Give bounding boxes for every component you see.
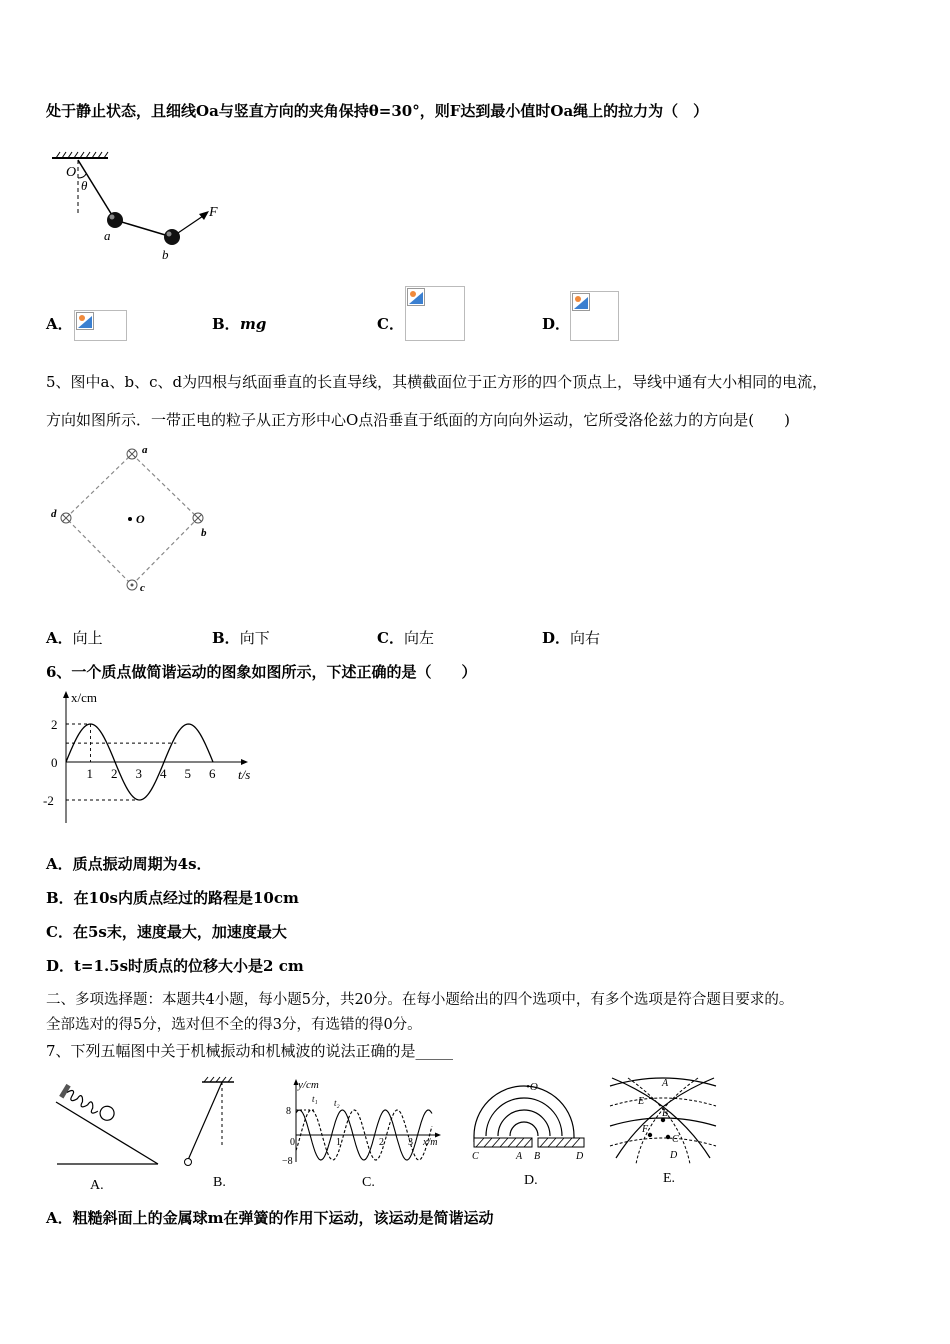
q5-option-d-text: 向右 bbox=[570, 629, 601, 647]
q7d-label-B: B bbox=[534, 1151, 541, 1162]
wire-b-into-page-icon bbox=[193, 513, 203, 523]
q4-option-a-letter: A． bbox=[46, 315, 73, 333]
q4-option-c-image bbox=[405, 286, 465, 341]
q7-stem: 7、下列五幅图中关于机械振动和机械波的说法正确的是_____ bbox=[46, 1042, 454, 1060]
q6-x-tick-label: 3 bbox=[135, 766, 142, 781]
q7c-t1: t₁ bbox=[312, 1094, 318, 1104]
q7c-top: 8 bbox=[286, 1106, 291, 1117]
q5-option-b-text: 向下 bbox=[239, 629, 270, 647]
q5-option-a-letter: A． bbox=[46, 629, 73, 647]
q6-y-tick-label: -2 bbox=[43, 793, 54, 808]
q7-caption-d: D. bbox=[524, 1173, 538, 1188]
q7c-bottom: −8 bbox=[282, 1156, 293, 1167]
q7e-label-C: C bbox=[672, 1134, 679, 1145]
q5-option-c bbox=[377, 628, 434, 648]
q7c-two: 2 bbox=[379, 1137, 384, 1148]
q6-y-tick-label: 0 bbox=[51, 755, 58, 770]
q7-figure-e bbox=[606, 1074, 720, 1192]
q7d-label-D: D bbox=[576, 1151, 584, 1162]
broken-image-icon bbox=[572, 293, 590, 311]
q5-stem-line2: 方向如图所示．一带正电的粒子从正方形中心O点沿垂直于纸面的方向向外运动，它所受洛伦兹力的方向是( ) bbox=[46, 411, 791, 429]
q5-option-a-text: 向上 bbox=[72, 629, 103, 647]
q4-stem: 处于静止状态，且细线Oa与竖直方向的夹角保持θ=30°，则F达到最小值时Oa绳上的拉力为（ ） bbox=[46, 102, 709, 120]
q4-figure bbox=[46, 148, 236, 268]
q6-x-tick-label: 5 bbox=[184, 766, 191, 781]
section2-heading-line1: 二、多项选择题：本题共4小题，每小题5分，共20分。在每小题给出的四个选项中，有多个选项是符合题目要求的。 bbox=[46, 992, 794, 1008]
q6-y-axis-arrow-icon bbox=[63, 691, 69, 698]
q6-option-c: C．在5s末，速度最大，加速度最大 bbox=[46, 923, 287, 941]
q5-option-b bbox=[212, 628, 270, 648]
q4-label-theta: θ bbox=[81, 178, 88, 193]
q4-option-c-letter: C． bbox=[377, 315, 404, 333]
q7d-label-O: •O bbox=[526, 1081, 538, 1093]
q6-x-tick-label: 2 bbox=[111, 766, 118, 781]
q4-option-d-letter: D． bbox=[542, 315, 571, 333]
q4-option-b-text: mg bbox=[240, 315, 267, 333]
q7-caption-b: B. bbox=[213, 1175, 226, 1190]
q4-label-b: b bbox=[162, 247, 169, 262]
broken-image-icon bbox=[76, 312, 94, 330]
q6-stem: 6、一个质点做简谐运动的图象如图所示，下述正确的是（ ） bbox=[46, 663, 477, 681]
q7e-label-A: A bbox=[662, 1078, 669, 1089]
q5-label-O: O bbox=[136, 512, 145, 526]
q5-option-d bbox=[542, 628, 600, 648]
q6-option-b: B．在10s内质点经过的路程是10cm bbox=[46, 889, 299, 907]
q7-caption-c: C. bbox=[362, 1175, 375, 1190]
q7c-t2: t₂ bbox=[334, 1098, 340, 1108]
q7-figure-a bbox=[52, 1080, 164, 1192]
q7c-one: 1 bbox=[336, 1137, 341, 1148]
section2-heading-line2: 全部选对的得5分，选对但不全的得3分，有选错的得0分。 bbox=[46, 1017, 422, 1033]
q4-label-F: F bbox=[209, 205, 218, 220]
q7e-label-D: D bbox=[670, 1150, 678, 1161]
q7d-label-C: C bbox=[472, 1151, 479, 1162]
q6-x-tick-label: 4 bbox=[160, 766, 167, 781]
q7-figure-d bbox=[460, 1076, 590, 1192]
wire-a-into-page-icon bbox=[127, 449, 137, 459]
q5-stem-line1: 5、图中a、b、c、d为四根与纸面垂直的长直导线，其横截面位于正方形的四个顶点上，导线中通有大小相同的电流， bbox=[46, 373, 828, 391]
q7-option-a: A．粗糙斜面上的金属球m在弹簧的作用下运动，该运动是简谐运动 bbox=[46, 1209, 494, 1227]
wire-c-out-of-page-icon bbox=[127, 580, 137, 590]
q7-figure-c bbox=[278, 1076, 444, 1192]
q7e-label-E: E bbox=[638, 1096, 645, 1107]
q6-x-tick-label: 1 bbox=[86, 766, 93, 781]
q7-figure-b bbox=[176, 1076, 246, 1192]
q6-ylabel: x/cm bbox=[71, 690, 97, 705]
q5-option-d-letter: D． bbox=[542, 629, 571, 647]
q6-y-tick-label: 2 bbox=[51, 717, 58, 732]
q7-caption-a: A. bbox=[90, 1178, 104, 1192]
q4-option-d-image bbox=[570, 291, 619, 341]
q7-caption-e: E. bbox=[663, 1171, 676, 1186]
q7c-xlabel: x/m bbox=[423, 1137, 438, 1148]
q5-option-a bbox=[46, 628, 103, 648]
q5-label-b: b bbox=[201, 527, 207, 539]
q6-option-d: D．t=1.5s时质点的位移大小是2 cm bbox=[46, 957, 304, 975]
q6-option-a: A．质点振动周期为4s． bbox=[46, 855, 212, 873]
q6-x-tick-label: 6 bbox=[209, 766, 216, 781]
q5-label-c: c bbox=[140, 582, 145, 594]
q6-x-axis-arrow-icon bbox=[241, 759, 248, 765]
q5-label-d: d bbox=[51, 508, 57, 520]
q5-option-c-letter: C． bbox=[377, 629, 404, 647]
q5-option-b-letter: B． bbox=[212, 629, 240, 647]
q5-figure bbox=[46, 440, 221, 600]
q6-sho-chart bbox=[40, 688, 270, 828]
wire-d-into-page-icon bbox=[61, 513, 71, 523]
q5-option-c-text: 向左 bbox=[403, 629, 434, 647]
q7e-label-B: B bbox=[662, 1108, 669, 1119]
q4-option-b-letter: B． bbox=[212, 315, 240, 333]
q7d-label-A: A bbox=[516, 1151, 523, 1162]
q7c-three: 3 bbox=[408, 1137, 413, 1148]
broken-image-icon bbox=[407, 288, 425, 306]
q7c-zero: 0 bbox=[290, 1137, 295, 1148]
q6-xlabel: t/s bbox=[238, 767, 251, 782]
q5-label-a: a bbox=[142, 444, 148, 456]
q4-label-O: O bbox=[66, 165, 77, 180]
q4-label-a: a bbox=[104, 228, 111, 243]
q4-option-a-image bbox=[74, 310, 127, 341]
q7e-label-F: F bbox=[642, 1124, 649, 1135]
q7c-ylabel: y/cm bbox=[298, 1079, 319, 1091]
